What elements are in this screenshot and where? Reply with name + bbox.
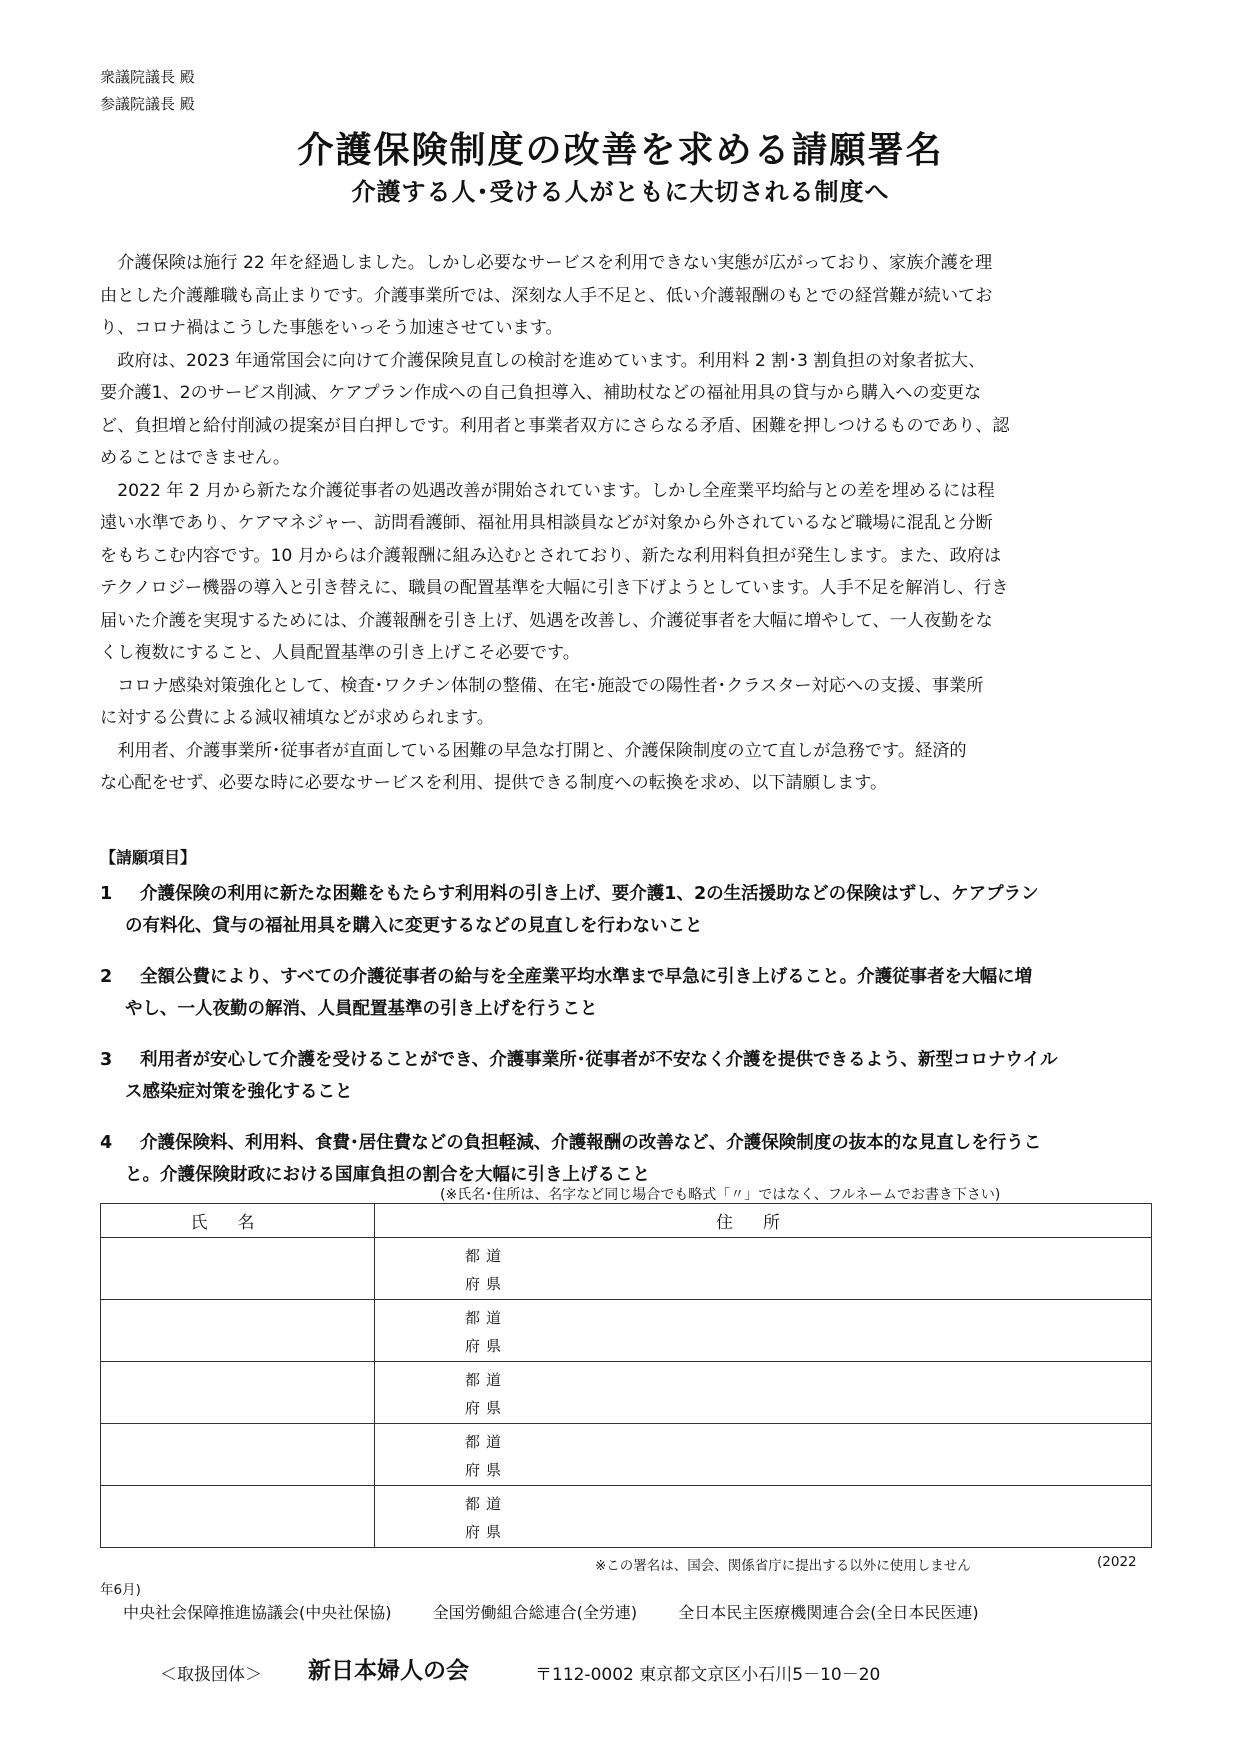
- organization-chuikyo: 中央社会保障推進協議会(中央社保協): [123, 1603, 392, 1622]
- paragraph-line: 介護保険は施行 22 年を経過しました。しかし必要なサービスを利用できない実態が広がっており、家族介護を理: [117, 253, 993, 273]
- paragraph-3: [100, 475, 1140, 670]
- prefecture-label: 都道 府県: [465, 1433, 508, 1479]
- paragraph-5: [100, 735, 1140, 800]
- item-text: 利用者が安心して介護を受けることができ、介護事業所･従事者が不安なく介護を提供できるよう、新型コロナウイル: [140, 1050, 1058, 1070]
- prefecture-label: 都道 府県: [465, 1371, 508, 1417]
- paragraph-4: [100, 670, 1140, 735]
- paragraph-line: 利用者、介護事業所･従事者が直面している困難の早急な打開と、介護保険制度の立て直しが急務です。経済的: [117, 740, 967, 761]
- petition-item-4: [100, 1127, 1150, 1191]
- paragraph-2: [100, 345, 1140, 475]
- item-text: 介護保険料、利用料、食費･居住費などの負担軽減、介護報酬の改善など、介護保険制度の抜本的な見直しを行うこ: [140, 1133, 1042, 1153]
- paragraph-line: り、コロナ禍はこうした事態をいっそう加速させています。: [100, 318, 563, 338]
- sponsoring-organizations: [123, 1600, 1015, 1623]
- item-text: の有料化、貸与の福祉用具を購入に変更するなどの見直しを行わないこと: [125, 916, 703, 936]
- item-number: 1: [100, 884, 113, 904]
- name-cell[interactable]: [101, 1300, 375, 1362]
- petition-item-3: [100, 1044, 1150, 1108]
- table-row: [101, 1300, 1152, 1362]
- addressee-house-of-representatives: 衆議院議長 殿: [100, 68, 195, 86]
- addressee-house-of-councillors: 参議院議長 殿: [100, 95, 195, 113]
- petition-items-heading: 【請願項目】: [100, 848, 197, 867]
- paragraph-line: コロナ感染対策強化として、検査･ワクチン体制の整備、在宅･施設での陽性者･クラスター対応への支援、事業所: [117, 675, 984, 696]
- paragraph-line: 届いた介護を実現するためには、介護報酬を引き上げ、処遇を改善し、介護従事者を大幅に増やして、一人夜勤をな: [100, 610, 993, 631]
- item-number: 4: [100, 1133, 113, 1153]
- paragraph-line: をもちこむ内容です。10 月からは介護報酬に組み込むとされており、新たな利用料負担が発生します。また、政府は: [100, 545, 1002, 566]
- signature-table-header: [101, 1204, 1152, 1238]
- item-text: 全額公費により、すべての介護従事者の給与を全産業平均水準まで早急に引き上げること。介護従事者を大幅に増: [140, 967, 1033, 987]
- table-row: [101, 1362, 1152, 1424]
- paragraph-line: テクノロジー機器の導入と引き替えに、職員の配置基準を大幅に引き下げようとしています。人手不足を解消し、行き: [100, 578, 1009, 598]
- item-number: 3: [100, 1050, 113, 1070]
- handler-address: 〒112-0002 東京都文京区小石川5－10－20: [535, 1665, 881, 1685]
- paragraph-line: 由とした介護離職も高止まりです。介護事業所では、深刻な人手不足と、低い介護報酬のもとでの経営難が続いてお: [100, 285, 993, 306]
- paragraph-line: 2022 年 2 月から新たな介護従事者の処遇改善が開始されています。しかし全産業平均給与との差を埋めるには程: [117, 480, 995, 501]
- handler-name: 新日本婦人の会: [308, 1658, 469, 1684]
- address-cell[interactable]: [375, 1238, 1152, 1300]
- paragraph-1: [100, 247, 1140, 345]
- paragraph-line: くし複数にすること、人員配置基準の引き上げこそ必要です。: [100, 643, 580, 663]
- item-text: ス感染症対策を強化すること: [125, 1082, 353, 1102]
- petition-body: [100, 247, 1140, 800]
- address-column-header: 住所: [375, 1204, 1152, 1238]
- paragraph-line: に対する公費による減収補填などが求められます。: [100, 708, 494, 728]
- table-row: [101, 1486, 1152, 1548]
- address-cell[interactable]: [375, 1362, 1152, 1424]
- document-title: 介護保険制度の改善を求める請願署名: [297, 130, 944, 171]
- item-text: 介護保険の利用に新たな困難をもたらす利用料の引き上げ、要介護1、2の生活援助などの保険はずし、ケアプラン: [140, 884, 1039, 904]
- paragraph-line: 要介護1、2のサービス削減、ケアプラン作成への自己負担導入、補助杖などの福祉用具の貸与から購入への変更な: [100, 383, 982, 403]
- name-column-header: 氏名: [101, 1204, 375, 1238]
- organization-zenroren: 全国労働組合総連合(全労連): [432, 1603, 638, 1622]
- signature-instruction-note: (※氏名･住所は、名字など同じ場合でも略式「〃」ではなく、フルネームでお書き下さい): [440, 1187, 1001, 1203]
- paragraph-line: めることはできません。: [100, 448, 291, 468]
- item-text: やし、一人夜勤の解消、人員配置基準の引き上げを行うこと: [125, 999, 598, 1019]
- name-cell[interactable]: [101, 1486, 375, 1548]
- name-cell[interactable]: [101, 1362, 375, 1424]
- paragraph-line: ど、負担増と給付削減の提案が目白押しです。利用者と事業者双方にさらなる矛盾、困難を押しつけるものであり、認: [100, 415, 1010, 436]
- date-note: (2022: [1097, 1554, 1137, 1570]
- petition-items-list: [100, 878, 1150, 1210]
- handler-label: ＜取扱団体＞: [160, 1665, 262, 1685]
- petition-item-1: [100, 878, 1150, 942]
- address-cell[interactable]: [375, 1486, 1152, 1548]
- paragraph-line: 遠い水準であり、ケアマネジャー、訪問看護師、福祉用具相談員などが対象から外されているなど職場に混乱と分断: [100, 513, 993, 533]
- petition-item-2: [100, 961, 1150, 1025]
- organization-min-iren: 全日本民主医療機関連合会(全日本民医連): [678, 1603, 979, 1622]
- paragraph-line: な心配をせず、必要な時に必要なサービスを利用、提供できる制度への転換を求め、以下請願します。: [100, 773, 888, 793]
- item-text: と。介護保険財政における国庫負担の割合を大幅に引き上げること: [125, 1165, 650, 1185]
- prefecture-label: 都道 府県: [465, 1495, 508, 1541]
- address-cell[interactable]: [375, 1300, 1152, 1362]
- name-cell[interactable]: [101, 1424, 375, 1486]
- date-note-continued: 年6月): [100, 1582, 141, 1598]
- item-number: 2: [100, 967, 113, 987]
- paragraph-line: 政府は、2023 年通常国会に向けて介護保険見直しの検討を進めています。利用料 2 割･3 割負担の対象者拡大、: [117, 350, 986, 371]
- table-row: [101, 1424, 1152, 1486]
- usage-note: ※この署名は、国会、関係省庁に提出する以外に使用しません: [595, 1558, 971, 1574]
- signature-table: [100, 1203, 1152, 1548]
- address-cell[interactable]: [375, 1424, 1152, 1486]
- prefecture-label: 都道 府県: [465, 1247, 508, 1293]
- document-subtitle: 介護する人･受ける人がともに大切される制度へ: [351, 178, 890, 206]
- prefecture-label: 都道 府県: [465, 1309, 508, 1355]
- name-cell[interactable]: [101, 1238, 375, 1300]
- table-row: [101, 1238, 1152, 1300]
